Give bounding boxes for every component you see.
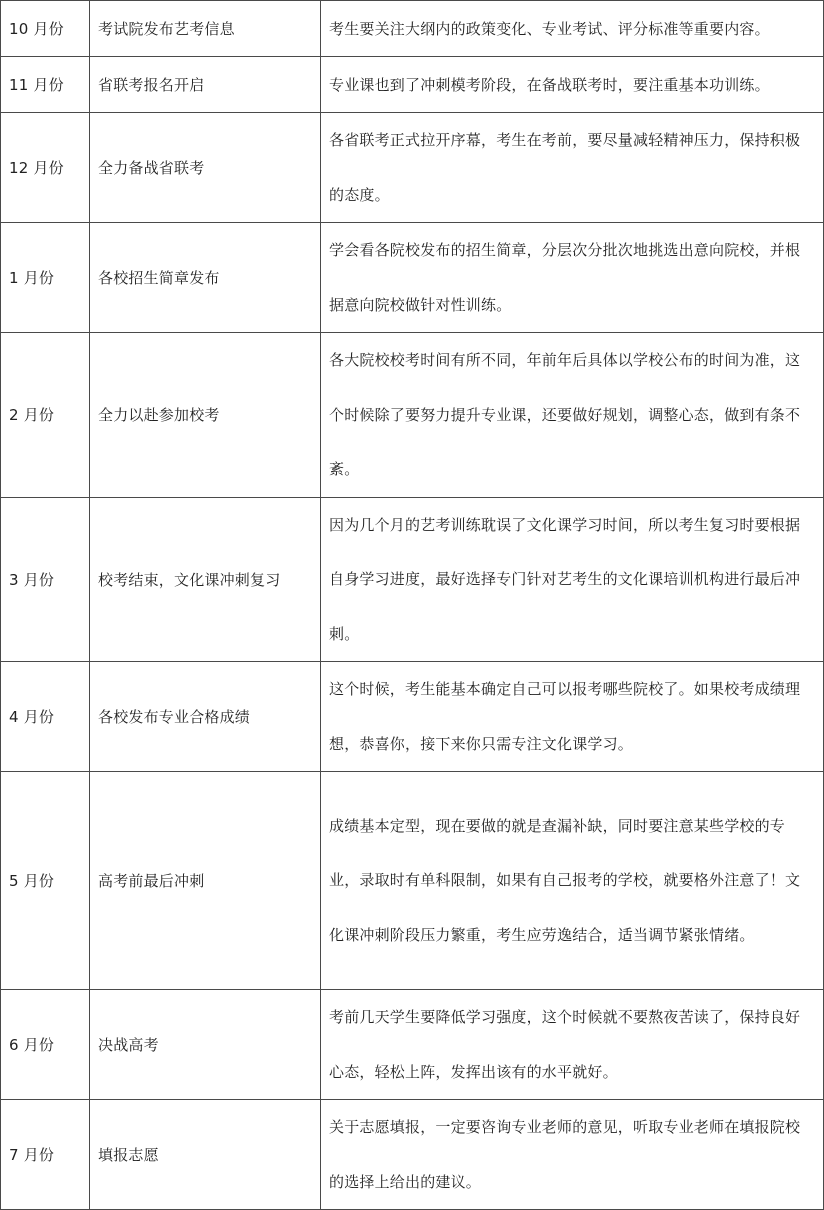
month-cell: 1 月份 [1, 223, 90, 333]
month-cell: 6 月份 [1, 990, 90, 1100]
title-cell: 决战高考 [90, 990, 321, 1100]
title-cell: 省联考报名开启 [90, 57, 321, 113]
title-cell: 全力以赴参加校考 [90, 333, 321, 498]
title-cell: 考试院发布艺考信息 [90, 1, 321, 57]
month-cell: 12 月份 [1, 113, 90, 223]
description-cell: 各大院校校考时间有所不同，年前年后具体以学校公布的时间为准，这个时候除了要努力提升专业课，还要做好规划，调整心态，做到有条不紊。 [321, 333, 824, 498]
table-row [1, 497, 824, 662]
description-cell: 成绩基本定型，现在要做的就是查漏补缺，同时要注意某些学校的专业，录取时有单科限制，如果有自己报考的学校，就要格外注意了！文化课冲刺阶段压力繁重，考生应劳逸结合，适当调节紧张情绪。 [321, 772, 824, 990]
month-cell: 4 月份 [1, 662, 90, 772]
month-cell: 3 月份 [1, 497, 90, 662]
month-cell: 7 月份 [1, 1100, 90, 1210]
table-row [1, 1, 824, 57]
title-cell: 填报志愿 [90, 1100, 321, 1210]
table-row [1, 57, 824, 113]
table-row [1, 333, 824, 498]
description-cell: 学会看各院校发布的招生简章，分层次分批次地挑选出意向院校，并根据意向院校做针对性训练。 [321, 223, 824, 333]
description-cell: 这个时候，考生能基本确定自己可以报考哪些院校了。如果校考成绩理想，恭喜你，接下来你只需专注文化课学习。 [321, 662, 824, 772]
description-cell: 考前几天学生要降低学习强度，这个时候就不要熬夜苦读了，保持良好心态，轻松上阵，发挥出该有的水平就好。 [321, 990, 824, 1100]
month-cell: 2 月份 [1, 333, 90, 498]
table-row [1, 223, 824, 333]
table-row [1, 772, 824, 990]
table-row [1, 1100, 824, 1210]
title-cell: 各校招生简章发布 [90, 223, 321, 333]
title-cell: 校考结束，文化课冲刺复习 [90, 497, 321, 662]
month-cell: 5 月份 [1, 772, 90, 990]
description-cell: 考生要关注大纲内的政策变化、专业考试、评分标准等重要内容。 [321, 1, 824, 57]
title-cell: 各校发布专业合格成绩 [90, 662, 321, 772]
table-row [1, 990, 824, 1100]
month-cell: 10 月份 [1, 1, 90, 57]
table-row [1, 662, 824, 772]
title-cell: 全力备战省联考 [90, 113, 321, 223]
description-cell: 专业课也到了冲刺模考阶段，在备战联考时，要注重基本功训练。 [321, 57, 824, 113]
description-cell: 关于志愿填报，一定要咨询专业老师的意见，听取专业老师在填报院校的选择上给出的建议。 [321, 1100, 824, 1210]
description-cell: 各省联考正式拉开序幕，考生在考前，要尽量减轻精神压力，保持积极的态度。 [321, 113, 824, 223]
description-cell: 因为几个月的艺考训练耽误了文化课学习时间，所以考生复习时要根据自身学习进度，最好选择专门针对艺考生的文化课培训机构进行最后冲刺。 [321, 497, 824, 662]
month-cell: 11 月份 [1, 57, 90, 113]
title-cell: 高考前最后冲刺 [90, 772, 321, 990]
table-row [1, 113, 824, 223]
